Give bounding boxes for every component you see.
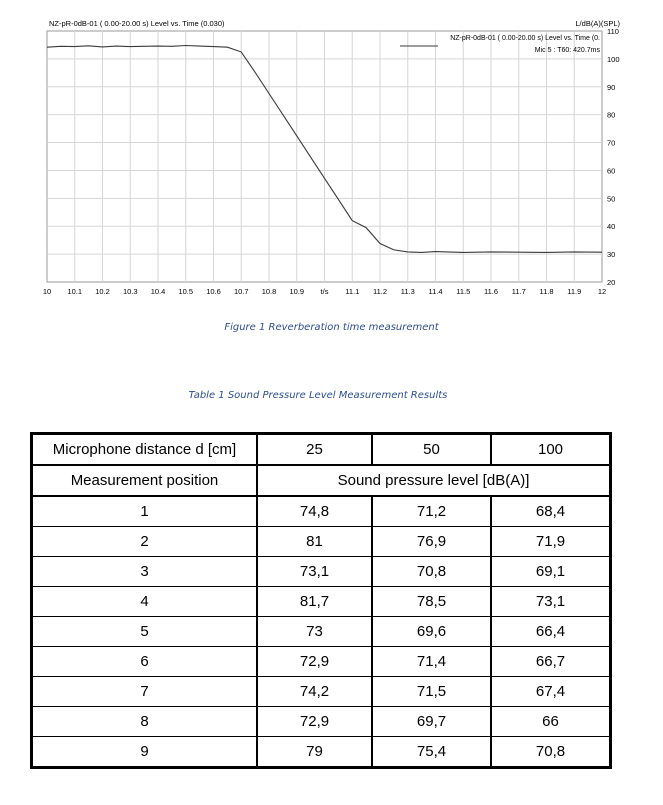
table-row <box>32 737 611 768</box>
header-row-distance <box>32 434 611 466</box>
x-tick-label: 11.3 <box>400 287 415 296</box>
value-cell-25: 72,9 <box>257 707 372 737</box>
y-tick-label: 100 <box>607 54 620 64</box>
value-cell-100: 68,4 <box>491 496 611 527</box>
x-tick-label: 10.3 <box>122 287 138 296</box>
y-tick-label: 90 <box>607 82 616 92</box>
table-row <box>32 647 611 677</box>
chart-y-ticks <box>607 27 620 287</box>
position-cell: 4 <box>32 587 257 617</box>
figure-caption: Figure 1 Reverberation time measurement <box>224 322 439 333</box>
value-cell-100: 70,8 <box>491 737 611 768</box>
chart-y-axis-label: L/dB(A)(SPL) <box>575 19 620 28</box>
value-cell-50: 76,9 <box>372 527 491 557</box>
y-tick-label: 80 <box>607 110 616 120</box>
table-row <box>32 617 611 647</box>
y-tick-label: 30 <box>607 250 616 260</box>
position-cell: 9 <box>32 737 257 768</box>
x-tick-label: 11.1 <box>345 287 360 296</box>
x-tick-label: 11.9 <box>567 287 582 296</box>
table-row <box>32 496 611 527</box>
header-distance-100: 100 <box>491 434 611 466</box>
y-tick-label: 110 <box>607 27 619 36</box>
value-cell-100: 66 <box>491 707 611 737</box>
table-row <box>32 527 611 557</box>
position-cell: 3 <box>32 557 257 587</box>
value-cell-25: 72,9 <box>257 647 372 677</box>
position-cell: 7 <box>32 677 257 707</box>
x-tick-label: 11.8 <box>539 287 554 296</box>
value-cell-100: 66,4 <box>491 617 611 647</box>
chart-title: NZ-pR-0dB-01 ( 0.00-20.00 s) Level vs. Time (0.030) <box>49 19 225 28</box>
value-cell-100: 71,9 <box>491 527 611 557</box>
value-cell-25: 81 <box>257 527 372 557</box>
header-unit: Sound pressure level [dB(A)] <box>257 465 611 496</box>
position-cell: 1 <box>32 496 257 527</box>
x-tick-label: 10.7 <box>233 287 249 296</box>
header-distance-25: 25 <box>257 434 372 466</box>
legend-annotation: Mic 5 : T60: 420.7ms <box>534 47 600 54</box>
value-cell-50: 69,7 <box>372 707 491 737</box>
x-tick-label: 10.1 <box>67 287 83 296</box>
results-table <box>30 432 612 769</box>
value-cell-50: 75,4 <box>372 737 491 768</box>
table-row <box>32 557 611 587</box>
value-cell-25: 73 <box>257 617 372 647</box>
value-cell-50: 71,2 <box>372 496 491 527</box>
x-tick-label: 10 <box>42 287 52 296</box>
value-cell-25: 74,8 <box>257 496 372 527</box>
y-tick-label: 70 <box>607 138 616 148</box>
x-tick-label: 10.9 <box>289 287 305 296</box>
table-row <box>32 587 611 617</box>
x-tick-label: 11.6 <box>483 287 499 296</box>
value-cell-50: 78,5 <box>372 587 491 617</box>
value-cell-25: 81,7 <box>257 587 372 617</box>
x-tick-label: 11.7 <box>511 287 526 296</box>
value-cell-50: 71,5 <box>372 677 491 707</box>
legend-entry: NZ-pR-0dB-01 ( 0.00-20.00 s) Level vs. Time (0. <box>450 35 600 42</box>
value-cell-25: 74,2 <box>257 677 372 707</box>
header-distance-label: Microphone distance d [cm] <box>32 434 257 466</box>
value-cell-100: 69,1 <box>491 557 611 587</box>
y-tick-label: 50 <box>607 194 616 204</box>
value-cell-50: 69,6 <box>372 617 491 647</box>
header-position-label: Measurement position <box>32 465 257 496</box>
position-cell: 6 <box>32 647 257 677</box>
chart-grid <box>47 31 602 282</box>
position-cell: 8 <box>32 707 257 737</box>
value-cell-50: 71,4 <box>372 647 491 677</box>
table-caption: Table 1 Sound Pressure Level Measurement Results <box>188 390 448 401</box>
header-distance-50: 50 <box>372 434 491 466</box>
value-cell-100: 66,7 <box>491 647 611 677</box>
x-tick-label: 11.5 <box>456 287 471 296</box>
header-row-position <box>32 465 611 496</box>
position-cell: 5 <box>32 617 257 647</box>
x-tick-label: 10.6 <box>206 287 221 296</box>
position-cell: 2 <box>32 527 257 557</box>
x-tick-label: 10.2 <box>95 287 110 296</box>
value-cell-100: 67,4 <box>491 677 611 707</box>
x-tick-label: 10.4 <box>150 287 166 296</box>
chart-x-ticks <box>43 287 606 296</box>
table-row <box>32 677 611 707</box>
value-cell-100: 73,1 <box>491 587 611 617</box>
value-cell-25: 73,1 <box>257 557 372 587</box>
x-tick-label: 12 <box>597 287 607 296</box>
y-tick-label: 40 <box>607 222 616 232</box>
y-tick-label: 20 <box>607 278 616 287</box>
reverberation-chart <box>0 0 663 310</box>
x-tick-label: 11.4 <box>428 287 443 296</box>
x-tick-label: 10.5 <box>178 287 194 296</box>
x-tick-label: 10.8 <box>261 287 277 296</box>
x-tick-label: 11.2 <box>372 287 388 296</box>
value-cell-50: 70,8 <box>372 557 491 587</box>
table-row <box>32 707 611 737</box>
x-tick-label: t/s <box>320 287 329 296</box>
y-tick-label: 60 <box>607 166 616 176</box>
value-cell-25: 79 <box>257 737 372 768</box>
